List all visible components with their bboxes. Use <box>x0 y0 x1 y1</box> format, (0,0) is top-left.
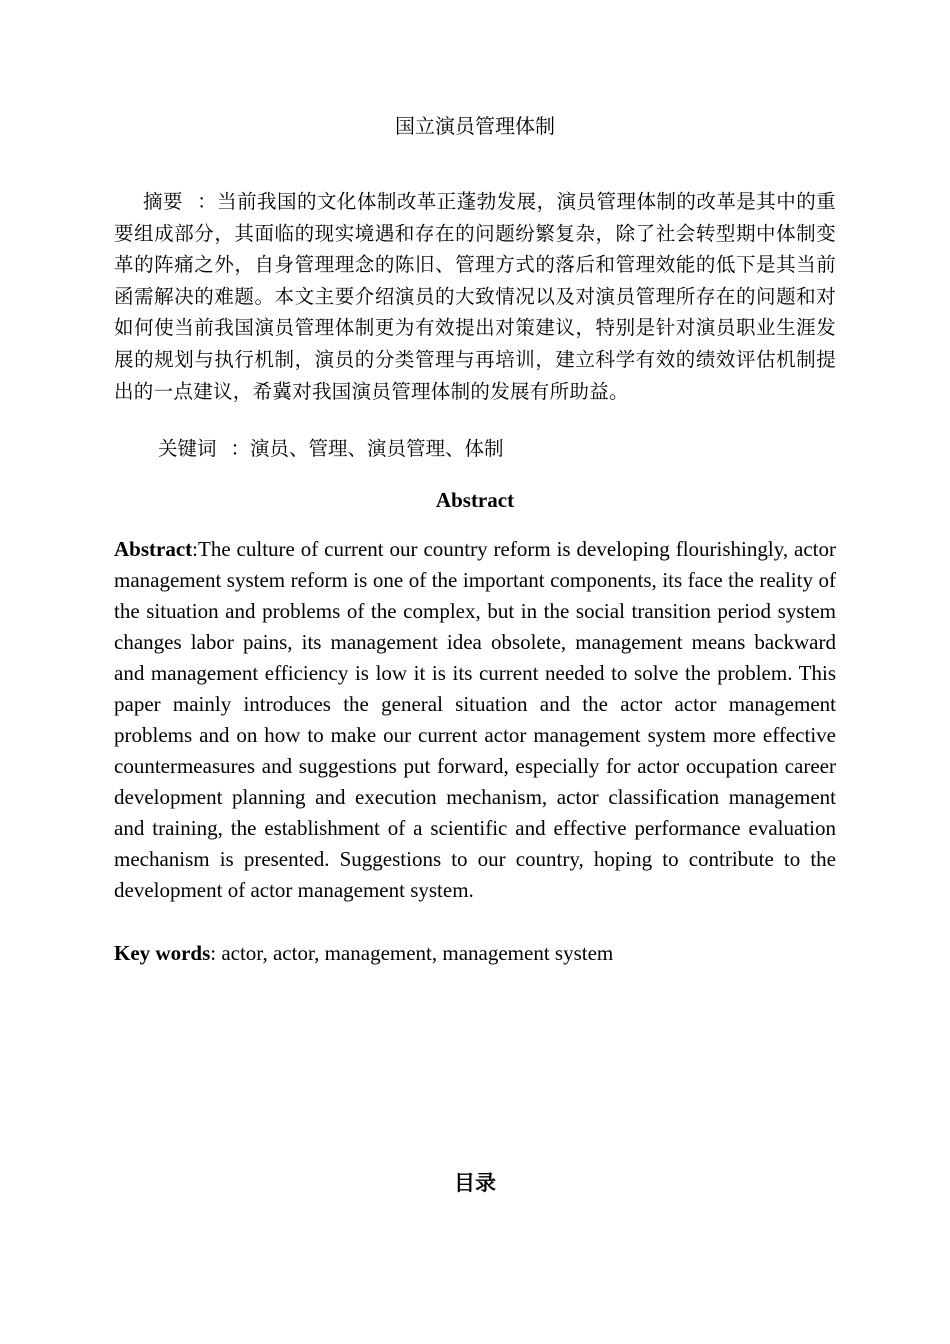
table-of-contents-heading: 目录 <box>454 1171 496 1195</box>
chinese-keywords-body: 演员、管理、演员管理、体制 <box>250 437 504 460</box>
english-keywords-label: Key words <box>114 941 211 965</box>
chinese-keywords-separator: ： <box>230 437 251 460</box>
english-abstract-label: Abstract <box>114 537 193 561</box>
chinese-keywords <box>158 434 504 464</box>
chinese-abstract-label: 摘要 <box>143 190 183 213</box>
chinese-abstract-separator: ： <box>196 190 218 213</box>
chinese-abstract <box>114 186 836 407</box>
english-keywords <box>114 938 613 969</box>
chinese-keywords-label: 关键词 <box>158 437 217 460</box>
chinese-abstract-body: 当前我国的文化体制改革正蓬勃发展，演员管理体制的改革是其中的重要组成部分，其面临的现实境遇和存在的问题纷繁复杂，除了社会转型期中体制变革的阵痛之外，自身管理理念的陈旧、管理方式的落后和管理效能的低下是其当前函需解决的难题。本文主要介绍演员的大致情况以及对演员管理所存在的问题和对如何使当前我国演员管理体制更为有效提出对策建议，特别是针对演员职业生涯发展的规划与执行机制，演员的分类管理与再培训，建立科学有效的绩效评估机制提出的一点建议，希冀对我国演员管理体制的发展有所助益。 <box>114 190 836 403</box>
document-title: 国立演员管理体制 <box>395 114 555 138</box>
english-abstract <box>114 534 836 906</box>
english-keywords-body: : actor, actor, management, management system <box>210 941 614 965</box>
english-abstract-body: :The culture of current our country reform is developing flourishingly, actor management system reform is one of the important components, its face the reality of the situation and problems of the complex, but in the social transition period system changes labor pains, its management idea obsolete, management means backward and management efficiency is low it is its current needed to solve the problem. This paper mainly introduces the general situation and the actor actor management problems and on how to make our current actor management system more effective countermeasures and suggestions put forward, especially for actor occupation career development planning and execution mechanism, actor classification management and training, the establishment of a scientific and effective performance evaluation mechanism is presented. Suggestions to our country, hoping to contribute to the development of actor management system. <box>114 537 836 902</box>
english-abstract-heading: Abstract <box>435 488 515 512</box>
